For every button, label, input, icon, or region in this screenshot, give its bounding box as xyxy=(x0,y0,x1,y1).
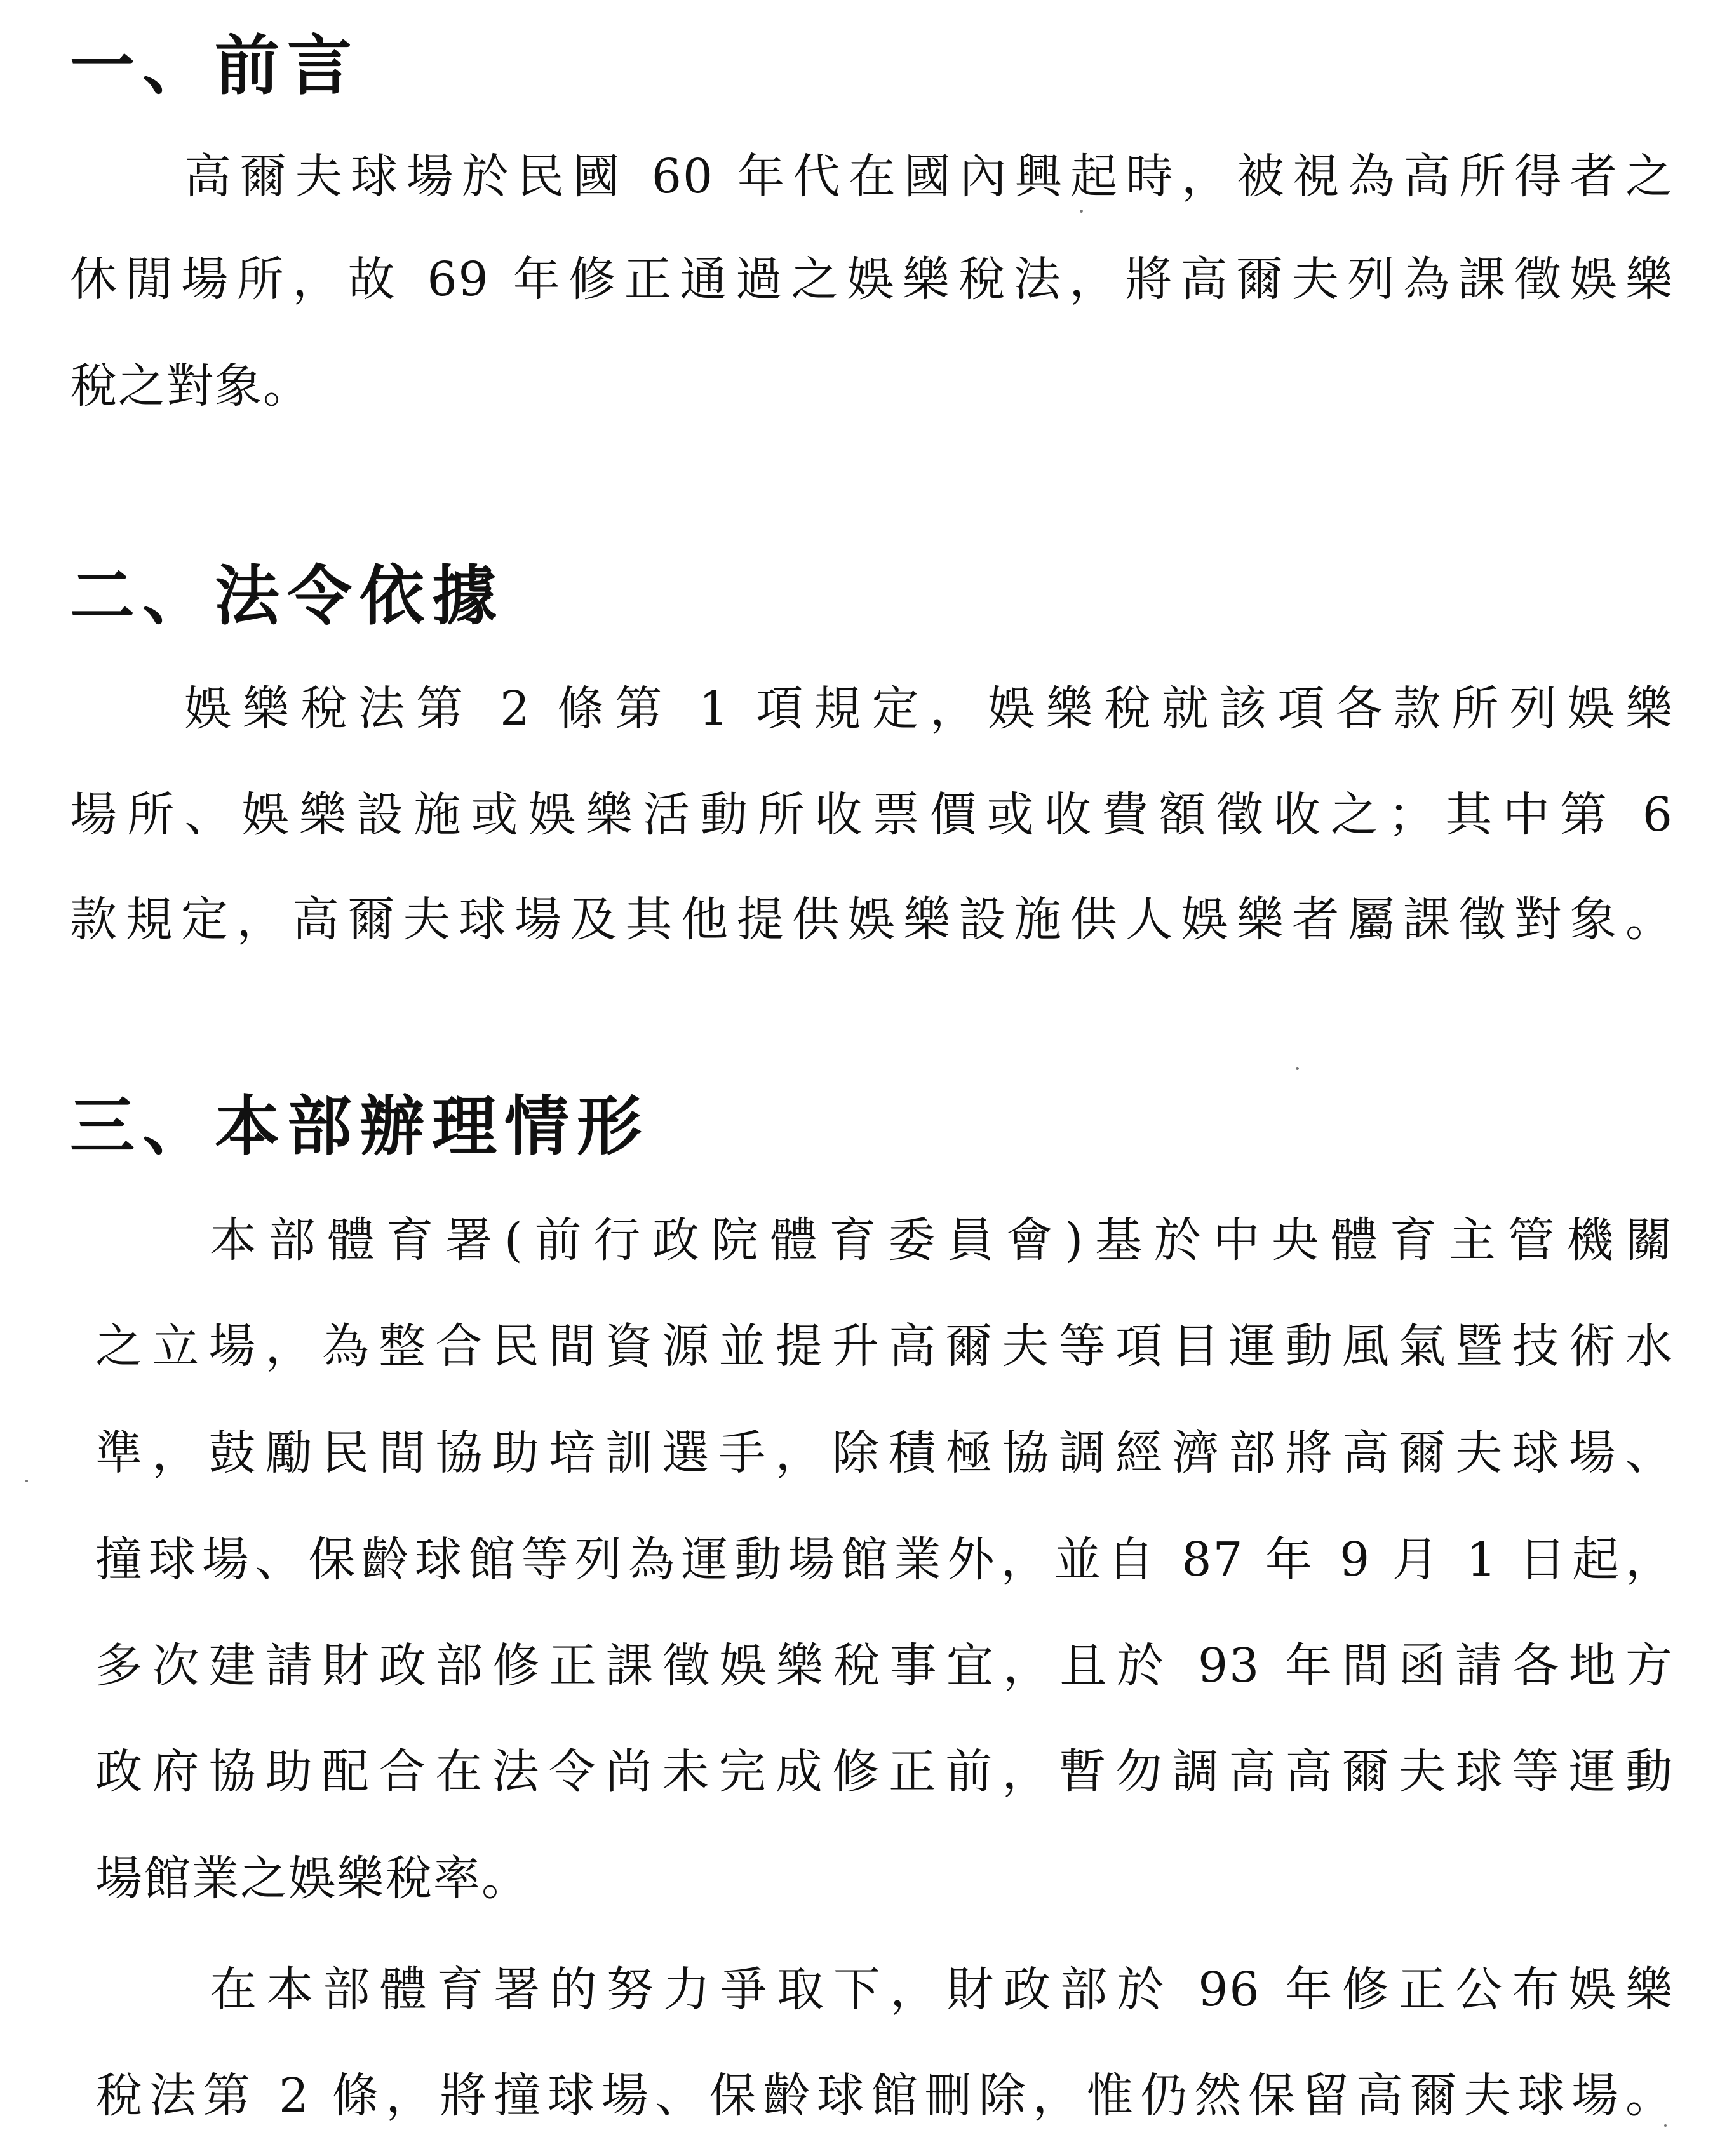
paragraph-line: 休閒場所，故 69 年修正通過之娛樂稅法，將高爾夫列為課徵娛樂 xyxy=(70,252,1674,307)
paragraph-line: 場館業之娛樂稅率。 xyxy=(95,1851,530,1906)
paragraph-line: 在本部體育署的努力爭取下，財政部於 96 年修正公布娛樂 xyxy=(210,1962,1674,2017)
section-heading-legal-basis: 二、法令依據 xyxy=(70,559,504,634)
paragraph-line: 準，鼓勵民間協助培訓選手，除積極協調經濟部將高爾夫球場、 xyxy=(95,1426,1674,1480)
paragraph-line: 撞球場、保齡球館等列為運動場館業外，並自 87 年 9 月 1 日起， xyxy=(95,1532,1674,1587)
paragraph-line: 政府協助配合在法令尚未完成修正前，暫勿調高高爾夫球等運動 xyxy=(95,1744,1674,1799)
scan-speck xyxy=(1080,210,1083,213)
paragraph-line: 之立場，為整合民間資源並提升高爾夫等項目運動風氣暨技術水 xyxy=(95,1319,1674,1374)
paragraph-line: 高爾夫球場於民國 60 年代在國內興起時，被視為高所得者之 xyxy=(184,149,1674,204)
paragraph-line: 娛樂稅法第 2 條第 1 項規定，娛樂稅就該項各款所列娛樂 xyxy=(184,681,1674,736)
scan-speck xyxy=(25,1480,28,1482)
paragraph-line: 稅之對象。 xyxy=(70,359,311,413)
paragraph-line: 稅法第 2 條，將撞球場、保齡球館刪除，惟仍然保留高爾夫球場。 xyxy=(95,2068,1674,2123)
paragraph-line: 多次建請財政部修正課徵娛樂稅事宜，且於 93 年間函請各地方 xyxy=(95,1638,1674,1693)
scan-speck xyxy=(1296,1067,1299,1070)
scan-speck xyxy=(1664,2124,1667,2127)
paragraph-line: 款規定，高爾夫球場及其他提供娛樂設施供人娛樂者屬課徵對象。 xyxy=(70,892,1674,947)
section-heading-ministry-actions: 三、本部辦理情形 xyxy=(70,1089,649,1165)
paragraph-line: 場所、娛樂設施或娛樂活動所收票價或收費額徵收之；其中第 6 xyxy=(70,787,1674,842)
section-heading-preface: 一、前言 xyxy=(70,29,360,104)
paragraph-line: 本部體育署(前行政院體育委員會)基於中央體育主管機關 xyxy=(210,1213,1674,1268)
